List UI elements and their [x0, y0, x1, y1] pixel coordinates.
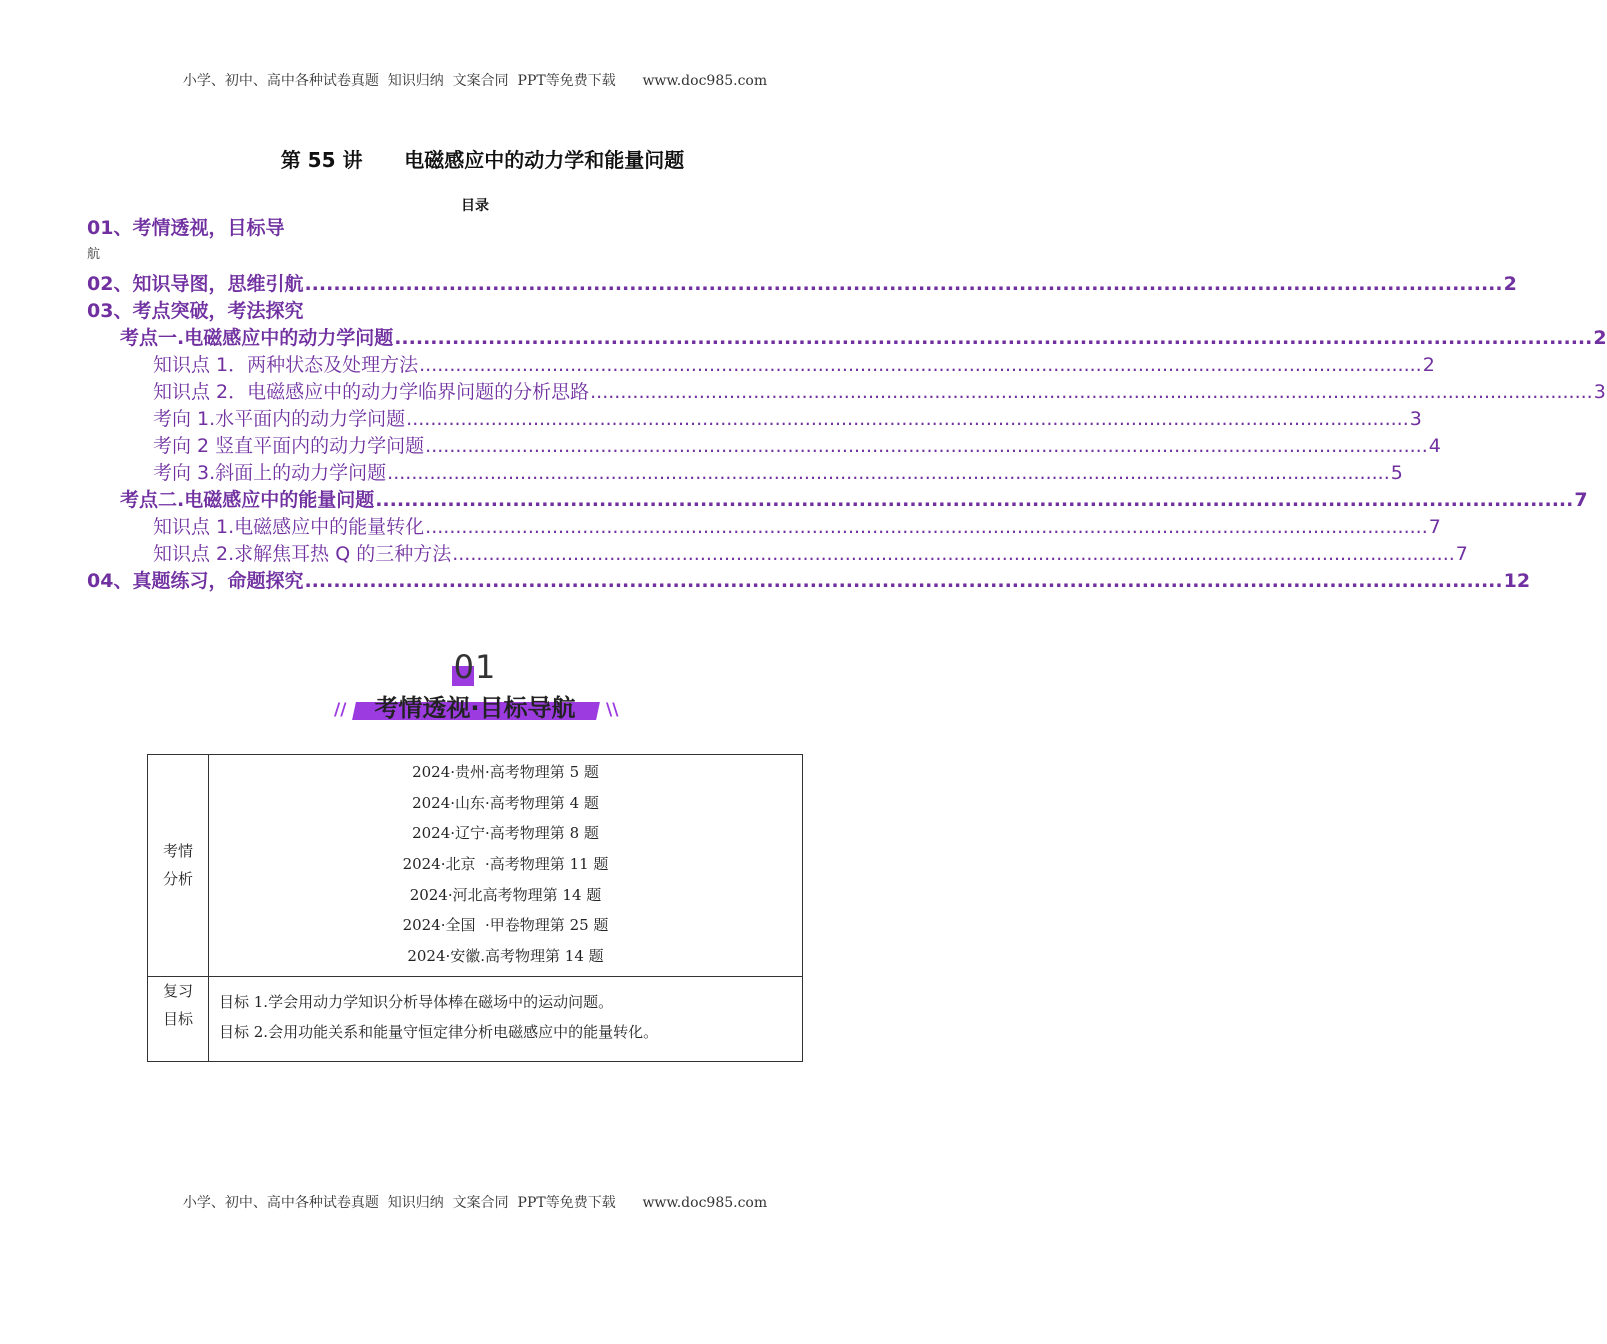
toc-item-04[interactable]: [87, 567, 1531, 593]
toc-item-label: 知识点 2．电磁感应中的动力学临界问题的分析思路: [153, 381, 590, 403]
goal-item: 目标 2.会用功能关系和能量守恒定律分析电磁感应中的能量转化。: [219, 1022, 659, 1041]
table-row-analysis: [148, 755, 803, 977]
toc-item-label: 01、考情透视，目标导: [87, 217, 285, 239]
toc-leader-dots: ......................................................................................................................................................................: [425, 516, 1428, 538]
page-header: 小学、初中、高中各种试卷真题 知识归纳 文案合同 PPT等免费下载 www.doc985.com: [182, 73, 768, 89]
toc-item-label: 考点一.电磁感应中的动力学问题: [120, 327, 394, 349]
exam-goals-table: [147, 754, 803, 1062]
toc-item-label: 02、知识导图，思维引航: [87, 273, 304, 295]
toc-leader-dots: ......................................................................................................................................................................: [304, 273, 1503, 295]
banner-title: 考情透视·目标导航: [374, 694, 576, 722]
toc-leader-dots: ......................................................................................................................................................................: [387, 462, 1390, 484]
exam-item: 2024·安徽.高考物理第 14 题: [407, 947, 604, 966]
toc-item-page: 3: [1409, 408, 1422, 430]
toc-leader-dots: ......................................................................................................................................................................: [304, 570, 1503, 592]
toc-item-page: 2: [1593, 327, 1607, 349]
exam-item: 2024·贵州·高考物理第 5 题: [412, 763, 599, 781]
toc-item-zhishidian-1[interactable]: [153, 351, 1435, 377]
toc-item-page: 3: [1593, 381, 1606, 403]
exam-item: 2024·河北高考物理第 14 题: [409, 885, 602, 904]
toc-item-page: 4: [1428, 435, 1441, 457]
exam-item: 2024·全国 ·甲卷物理第 25 题: [402, 916, 609, 935]
toc-item-label: 04、真题练习，命题探究: [87, 570, 304, 592]
toc-item-label: 知识点 1.电磁感应中的能量转化: [153, 516, 425, 538]
toc-item-page: 2: [1503, 273, 1517, 295]
goals-label-cell: [148, 976, 209, 1061]
toc-item-label: 考点二.电磁感应中的能量问题: [120, 489, 375, 511]
banner-slash-left-icon: //: [334, 700, 347, 720]
toc-item-page: 7: [1574, 489, 1588, 511]
toc-leader-dots: ......................................................................................................................................................................: [375, 489, 1574, 511]
toc-item-label: 知识点 2.求解焦耳热 Q 的三种方法: [153, 543, 452, 565]
exam-item: 2024·北京 ·高考物理第 11 题: [402, 855, 609, 874]
toc-item-zhishidian-2-2[interactable]: [153, 540, 1468, 566]
toc-item-page: 5: [1390, 462, 1403, 484]
goals-list-cell: [209, 976, 803, 1061]
toc-item-page: 12: [1503, 570, 1531, 592]
toc-item-label: 03、考点突破，考法探究: [87, 300, 304, 322]
toc-item-kaoxiang-1[interactable]: [153, 405, 1422, 431]
table-row-goals: [148, 976, 803, 1061]
goal-item: 目标 1.学会用动力学知识分析导体棒在磁场中的运动问题。: [219, 992, 614, 1011]
toc-item-label: 知识点 1．两种状态及处理方法: [153, 354, 419, 376]
toc-item-kaoxiang-2[interactable]: [153, 432, 1441, 458]
toc-item-01[interactable]: [87, 214, 863, 240]
toc-item-02[interactable]: [87, 270, 1517, 296]
analysis-label-cell: [148, 755, 209, 977]
goals-label-line-1: 复习: [162, 981, 193, 1000]
analysis-label-line-2: 分析: [162, 870, 193, 889]
toc-leader-dots: ......................................................................................................................................................................: [425, 435, 1428, 457]
toc-item-page: 2: [1422, 354, 1435, 376]
banner-number: 01: [453, 648, 497, 686]
toc-item-kaoxiang-3[interactable]: [153, 459, 1403, 485]
toc-item-page: 7: [1455, 543, 1468, 565]
toc-item-kaodian-1[interactable]: [120, 324, 1607, 350]
toc-item-01-wrap: 航: [87, 247, 101, 262]
toc-leader-dots: ......................................................................................................................................................................: [394, 327, 1593, 349]
toc-item-zhishidian-2[interactable]: [153, 378, 1606, 404]
toc-item-label: 考向 1.水平面内的动力学问题: [153, 408, 406, 430]
toc-heading: 目录: [461, 198, 489, 214]
toc-leader-dots: ......................................................................................................................................................................: [419, 354, 1422, 376]
toc-item-page: 7: [1428, 516, 1441, 538]
exam-item: 2024·辽宁·高考物理第 8 题: [412, 824, 599, 843]
toc-item-zhishidian-2-1[interactable]: [153, 513, 1441, 539]
exam-list-cell: [209, 755, 803, 977]
goals-label-line-2: 目标: [162, 1009, 193, 1028]
analysis-label-line-1: 考情: [162, 842, 193, 861]
exam-item: 2024·山东·高考物理第 4 题: [412, 793, 599, 812]
banner-slash-right-icon: \\: [606, 700, 619, 720]
document-title: 第 55 讲 电磁感应中的动力学和能量问题: [280, 148, 685, 172]
section-banner: [330, 648, 620, 728]
toc-item-kaodian-2[interactable]: [120, 486, 1588, 512]
toc-item-03[interactable]: [87, 297, 863, 323]
toc-leader-dots: ......................................................................................................................................................................: [406, 408, 1409, 430]
page-footer: 小学、初中、高中各种试卷真题 知识归纳 文案合同 PPT等免费下载 www.doc985.com: [182, 1195, 768, 1211]
toc-item-label: 考向 2 竖直平面内的动力学问题: [153, 435, 425, 457]
toc-item-label: 考向 3.斜面上的动力学问题: [153, 462, 387, 484]
toc-leader-dots: ......................................................................................................................................................................: [590, 381, 1593, 403]
toc-leader-dots: ......................................................................................................................................................................: [452, 543, 1455, 565]
